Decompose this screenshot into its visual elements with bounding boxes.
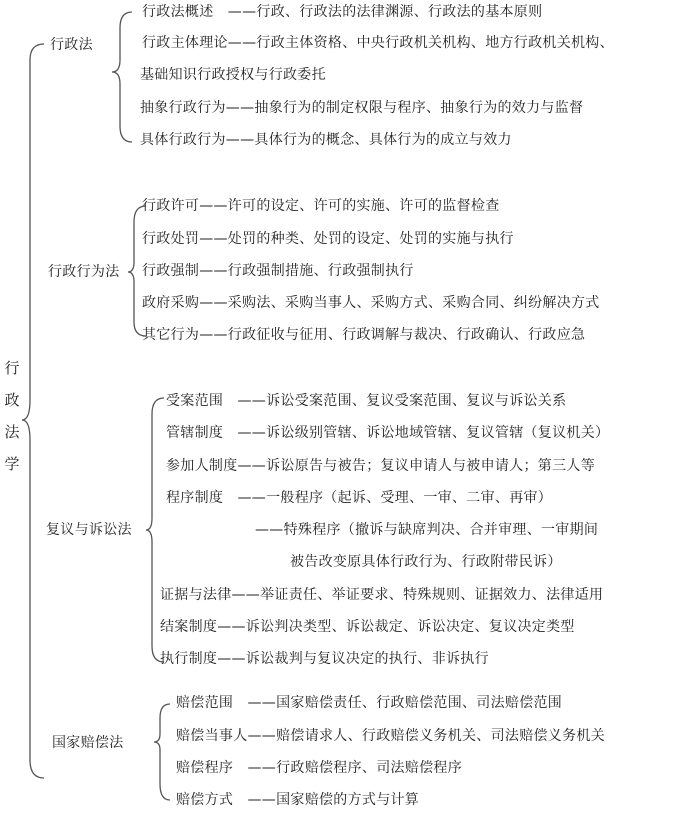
branch-item: 赔偿程序 ——行政赔偿程序、司法赔偿程序 xyxy=(176,760,462,776)
section-label-fuyiyususongfa: 复议与诉讼法 xyxy=(46,522,132,538)
brace-xingzhengfa xyxy=(112,12,132,142)
branch-item: 执行制度——诉讼裁判与复议决定的执行、非诉执行 xyxy=(160,651,489,667)
branch-item: 程序制度 ——一般程序（起诉、受理、一审、二审、再审） xyxy=(166,490,553,506)
branch-item: 赔偿方式 ——国家赔偿的方式与计算 xyxy=(176,792,420,808)
branch-item: 证据与法律——举证责任、举证要求、特殊规则、证据效力、法律适用 xyxy=(160,587,604,603)
branch-item: 行政许可——许可的设定、许可的实施、许可的监督检查 xyxy=(142,198,500,214)
branch-item: ——特殊程序（撤诉与缺席判决、合并审理、一审期间 xyxy=(255,522,599,538)
branch-item: 具体行政行为——具体行为的概念、具体行为的成立与效力 xyxy=(140,132,512,148)
branch-item: 行政处罚——处罚的种类、处罚的设定、处罚的实施与执行 xyxy=(142,231,514,247)
branch-item: 抽象行政行为——抽象行为的制定权限与程序、抽象行为的效力与监督 xyxy=(140,100,584,116)
branch-item: 被告改变原具体行政行为、行政附带民诉） xyxy=(290,554,562,570)
branch-item: 赔偿范围 ——国家赔偿责任、行政赔偿范围、司法赔偿范围 xyxy=(176,695,563,711)
branch-item: 行政法概述 ——行政、行政法的法律渊源、行政法的基本原则 xyxy=(142,4,543,20)
brace-guojiapeichangfa xyxy=(154,704,170,800)
section-label-xingzhengxingweifa: 行政行为法 xyxy=(48,264,120,280)
root-brace xyxy=(22,44,44,778)
branch-item: 基础知识行政授权与行政委托 xyxy=(140,67,326,83)
branch-item: 政府采购——采购法、采购当事人、采购方式、采购合同、纠纷解决方式 xyxy=(142,295,600,311)
branch-item: 受案范围 ——诉讼受案范围、复议受案范围、复议与诉讼关系 xyxy=(166,393,567,409)
branch-item: 参加人制度——诉讼原告与被告；复议申请人与被申请人；第三人等 xyxy=(166,458,595,474)
branch-item: 行政强制——行政强制措施、行政强制执行 xyxy=(142,263,414,279)
branch-item: 行政主体理论——行政主体资格、中央行政机关机构、地方行政机关机构、 xyxy=(142,35,614,51)
section-label-xingzhengfa: 行政法 xyxy=(50,37,93,53)
branch-item: 赔偿当事人——赔偿请求人、行政赔偿义务机关、司法赔偿义务机关 xyxy=(176,728,605,744)
branch-item: 结案制度——诉讼判决类型、诉讼裁定、诉讼决定、复议决定类型 xyxy=(160,619,575,635)
branch-item: 管辖制度 ——诉讼级别管辖、诉讼地域管辖、复议管辖（复议机关） xyxy=(166,425,610,441)
branch-item: 其它行为——行政征收与征用、行政调解与裁决、行政确认、行政应急 xyxy=(142,327,586,343)
section-label-guojiapeichangfa: 国家赔偿法 xyxy=(52,735,124,751)
root-title: 行政法学 xyxy=(4,359,20,473)
